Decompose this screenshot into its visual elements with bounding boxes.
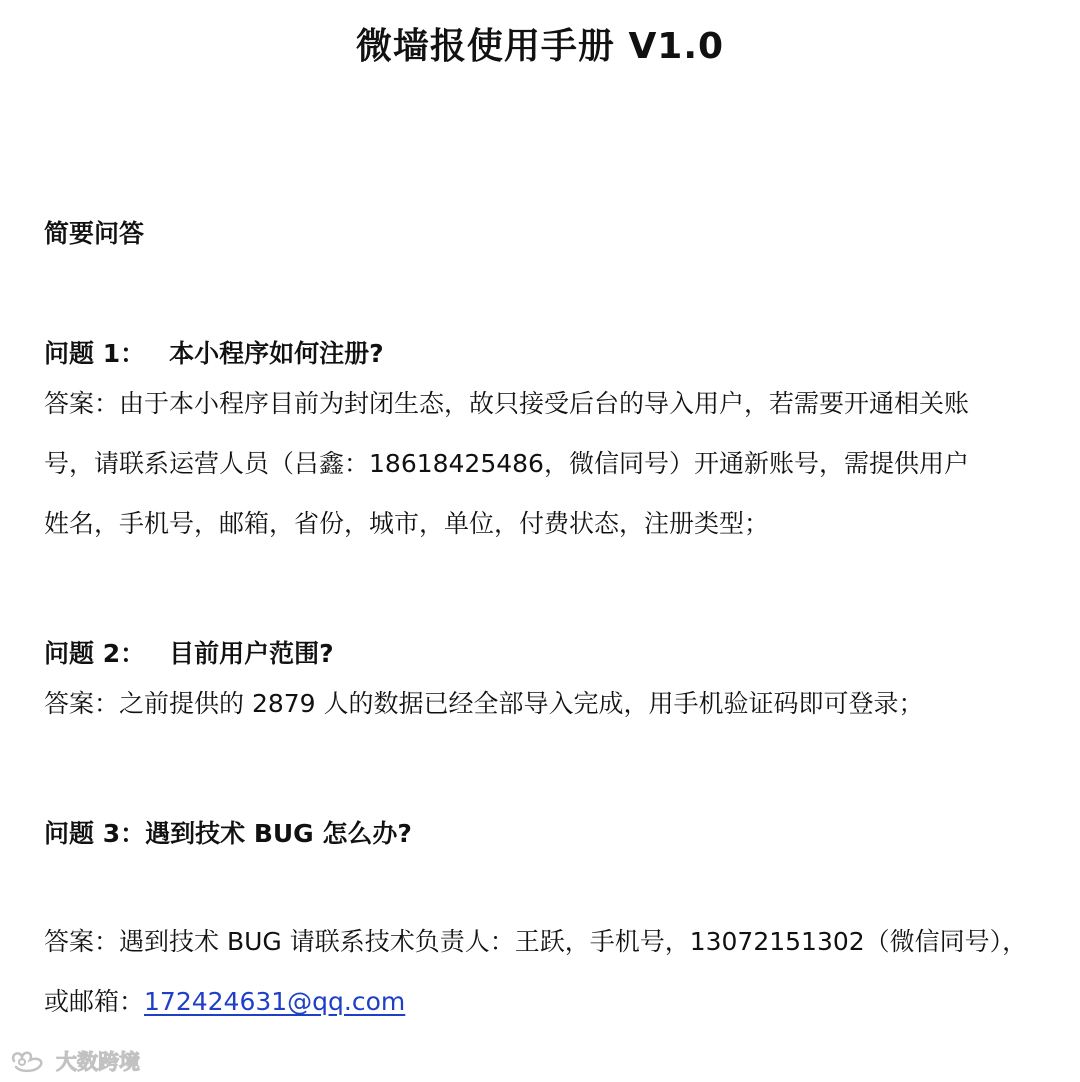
- answer-line: 号，请联系运营人员（吕鑫：18618425486，微信同号）开通新账号，需提供用户: [44, 449, 969, 478]
- question-text: 遇到技术 BUG 怎么办?: [145, 819, 412, 848]
- brand-logo-icon: [8, 1048, 50, 1074]
- faq-item-2: [44, 634, 1044, 734]
- watermark: [8, 1046, 140, 1076]
- question-title: [44, 634, 1044, 674]
- question-title: [44, 334, 1044, 374]
- question-title: [44, 814, 1044, 854]
- document-title: 微墙报使用手册 V1.0: [355, 26, 725, 67]
- question-number: 问题 2：: [44, 639, 146, 668]
- section-heading: 简要问答: [44, 219, 145, 248]
- answer-line: 姓名，手机号，邮箱，省份，城市，单位，付费状态，注册类型；: [44, 509, 770, 538]
- answer: [44, 674, 1044, 734]
- watermark-text: 大数跨境: [56, 1050, 140, 1074]
- question-number: 问题 3：: [44, 819, 146, 848]
- question-text: 本小程序如何注册?: [169, 339, 384, 368]
- faq-item-3: [44, 814, 1044, 1032]
- answer: [44, 912, 1044, 1032]
- answer-line: 答案：遇到技术 BUG 请联系技术负责人：王跃，手机号，13072151302（微信同号），: [44, 927, 1028, 956]
- answer-email-line: [44, 972, 1044, 1032]
- email-link[interactable]: 172424631@qq.com: [144, 987, 406, 1016]
- answer: [44, 374, 1044, 554]
- question-number: 问题 1：: [44, 339, 146, 368]
- email-label: 或邮箱：: [44, 987, 145, 1016]
- faq-item-1: [44, 334, 1044, 554]
- answer-line: 答案：之前提供的 2879 人的数据已经全部导入完成，用手机验证码即可登录；: [44, 689, 924, 718]
- question-text: 目前用户范围?: [169, 639, 334, 668]
- answer-line: 答案：由于本小程序目前为封闭生态，故只接受后台的导入用户，若需要开通相关账: [44, 389, 970, 418]
